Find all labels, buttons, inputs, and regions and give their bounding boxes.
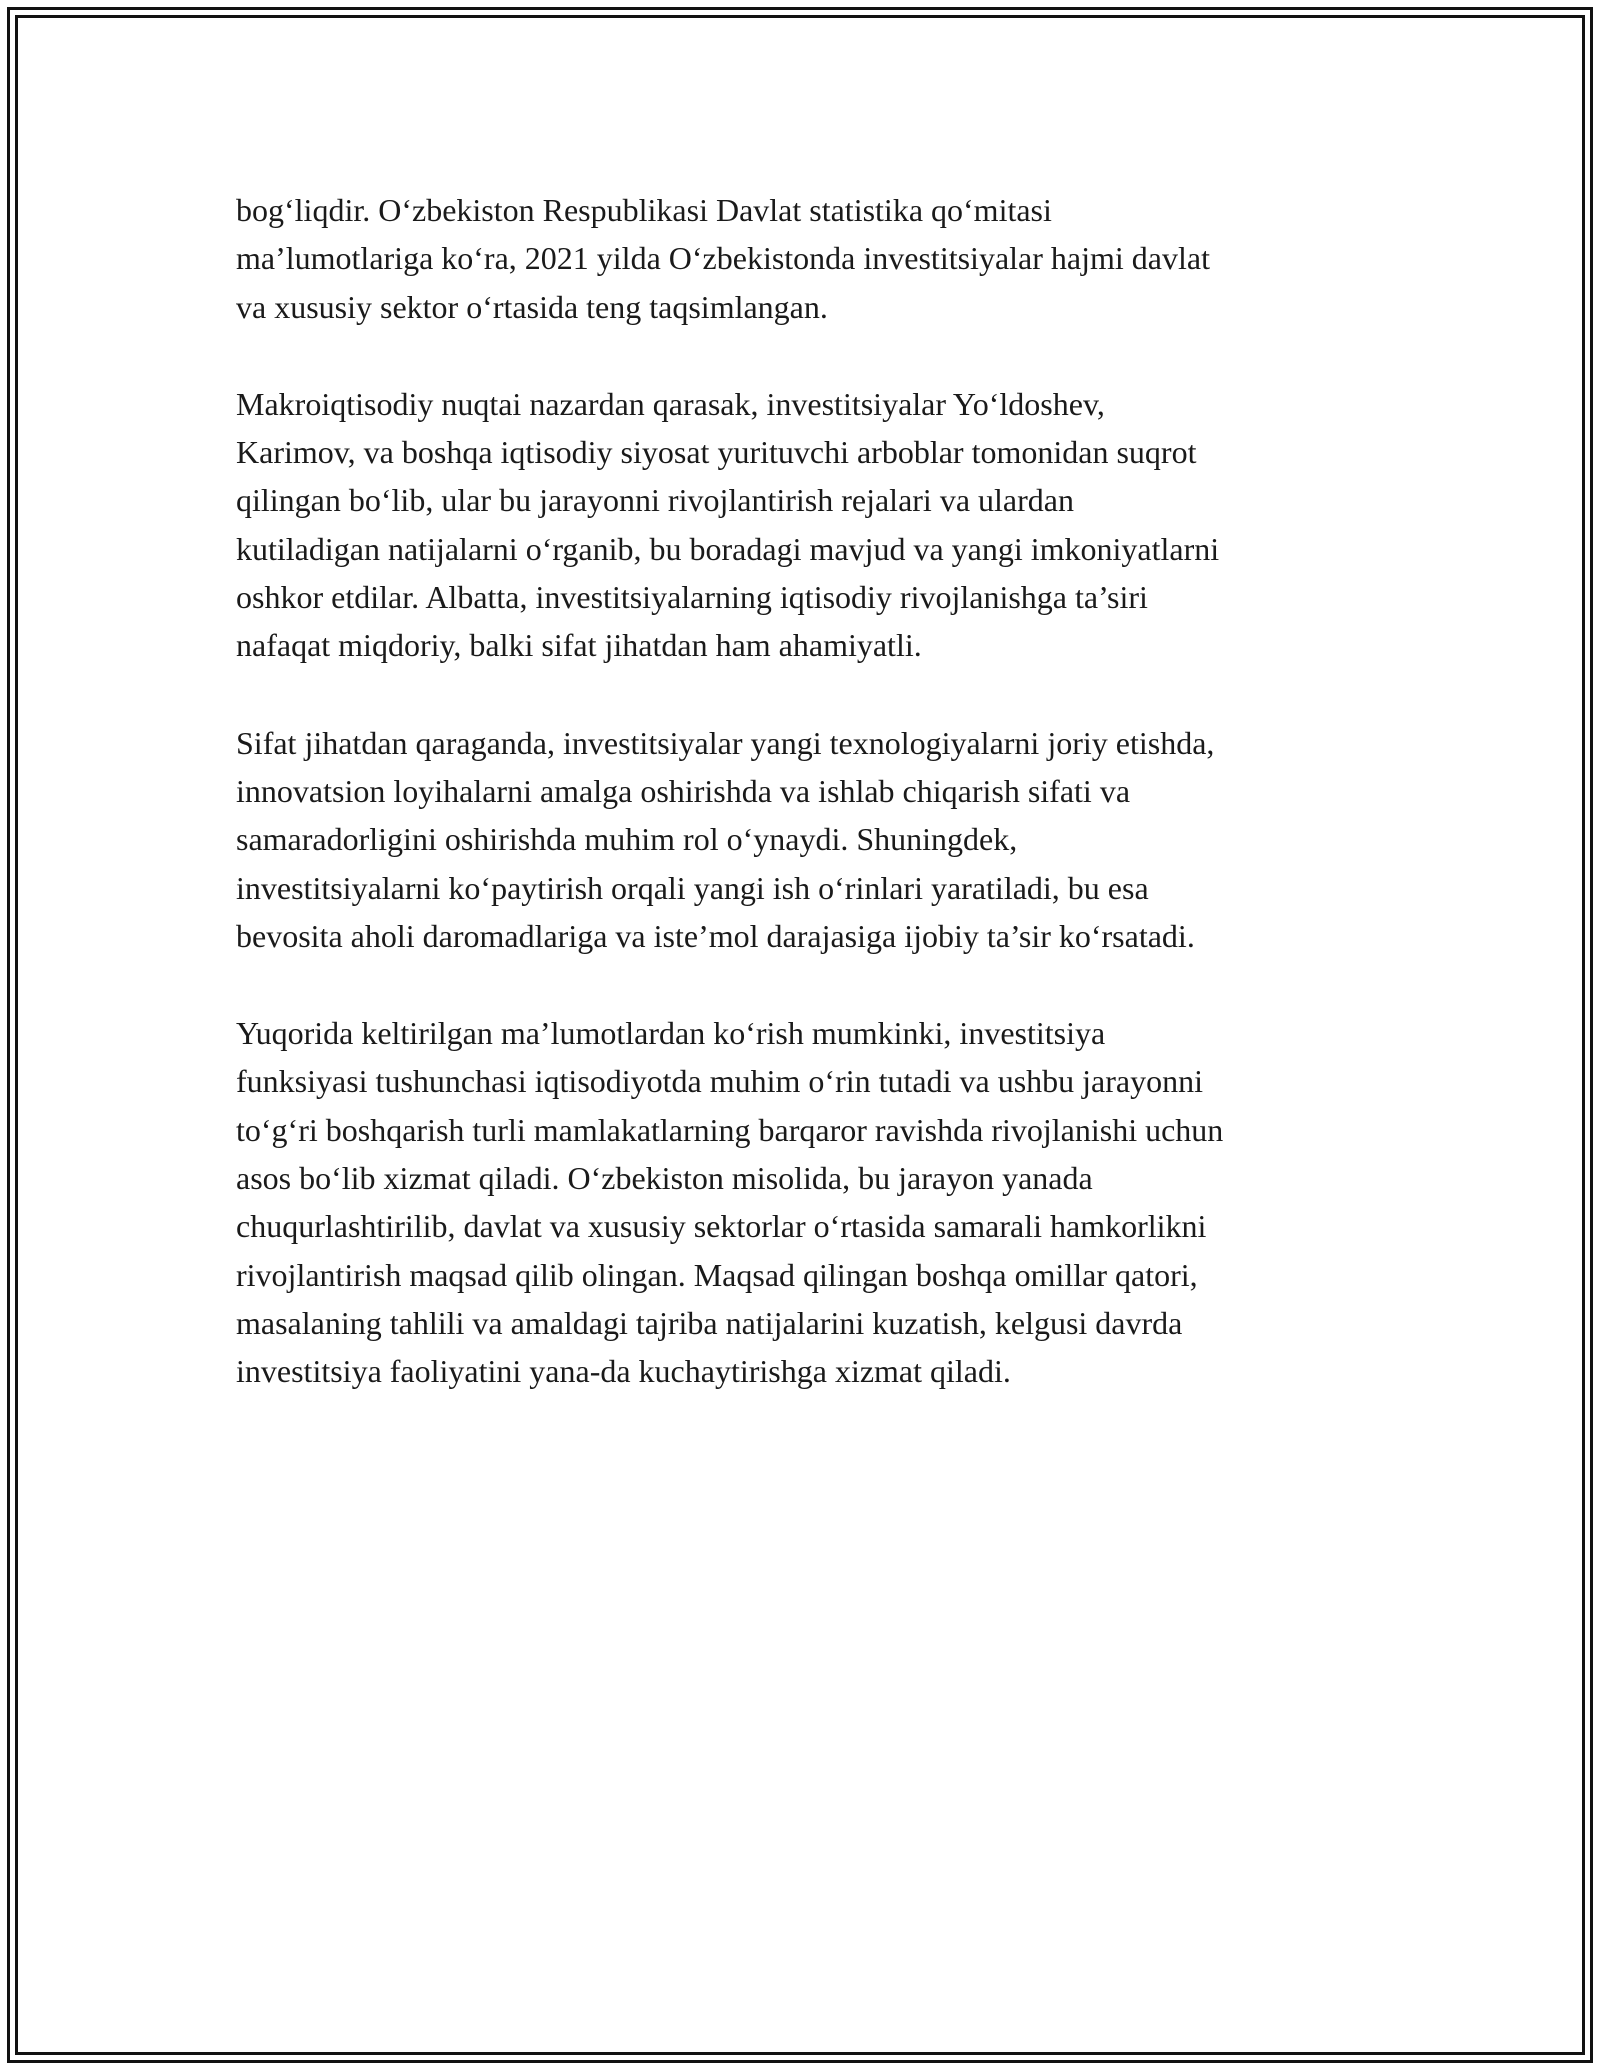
text-line: bog‘liqdir. O‘zbekiston Respublikasi Davlat statistika qo‘mitasi bbox=[236, 192, 1052, 228]
paragraph-4 bbox=[236, 1009, 1376, 1395]
text-line: to‘g‘ri boshqarish turli mamlakatlarning barqaror ravishda rivojlanishi uchun bbox=[236, 1111, 1224, 1148]
paragraph-1 bbox=[236, 186, 1376, 331]
text-line: chuqurlashtirilib, davlat va xususiy sektorlar o‘rtasida samarali hamkorlikni bbox=[236, 1208, 1207, 1245]
paragraph-2 bbox=[236, 380, 1376, 670]
text-line: nafaqat miqdoriy, balki sifat jihatdan ham ahamiyatli. bbox=[236, 627, 922, 664]
text-line: va xususiy sektor o‘rtasida teng taqsimlangan. bbox=[236, 288, 828, 325]
text-line: innovatsion loyihalarni amalga oshirishda va ishlab chiqarish sifati va bbox=[236, 772, 1131, 809]
text-line: Yuqorida keltirilgan ma’lumotlardan ko‘rish mumkinki, investitsiya bbox=[236, 1015, 1106, 1052]
text-line: funksiyasi tushunchasi iqtisodiyotda muhim o‘rin tutadi va ushbu jarayonni bbox=[236, 1063, 1203, 1100]
text-line: masalaning tahlili va amaldagi tajriba natijalarini kuzatish, kelgusi davrda bbox=[236, 1304, 1183, 1341]
text-line: kutiladigan natijalarni o‘rganib, bu boradagi mavjud va yangi imkoniyatlarni bbox=[236, 530, 1220, 567]
text-line: bevosita aholi daromadlariga va iste’mol darajasiga ijobiy ta’sir ko‘rsatadi. bbox=[236, 917, 1195, 954]
paragraph-3 bbox=[236, 719, 1376, 960]
text-line: asos bo‘lib xizmat qiladi. O‘zbekiston misolida, bu jarayon yanada bbox=[236, 1160, 1093, 1197]
text-line: investitsiyalarni ko‘paytirish orqali yangi ish o‘rinlari yaratiladi, bu esa bbox=[236, 869, 1149, 906]
text-line: oshkor etdilar. Albatta, investitsiyalarning iqtisodiy rivojlanishga ta’siri bbox=[236, 579, 1148, 616]
text-line: samaradorligini oshirishda muhim rol o‘ynaydi. Shuningdek, bbox=[236, 821, 1018, 858]
text-line: ma’lumotlariga ko‘ra, 2021 yilda O‘zbekistonda investitsiyalar hajmi davlat bbox=[236, 240, 1210, 277]
document-body bbox=[236, 186, 1376, 1445]
text-line: qilingan bo‘lib, ular bu jarayonni rivojlantirish rejalari va ulardan bbox=[236, 482, 1074, 519]
text-line: Makroiqtisodiy nuqtai nazardan qarasak, investitsiyalar Yo‘ldoshev, bbox=[236, 385, 1105, 422]
text-line: rivojlantirish maqsad qilib olingan. Maqsad qilingan boshqa omillar qatori, bbox=[236, 1256, 1198, 1293]
text-line: investitsiya faoliyatini yana-da kuchaytirishga xizmat qiladi. bbox=[236, 1353, 1011, 1390]
text-line: Sifat jihatdan qaraganda, investitsiyalar yangi texnologiyalarni joriy etishda, bbox=[236, 724, 1215, 761]
text-line: Karimov, va boshqa iqtisodiy siyosat yurituvchi arboblar tomonidan suqrot bbox=[236, 434, 1197, 471]
